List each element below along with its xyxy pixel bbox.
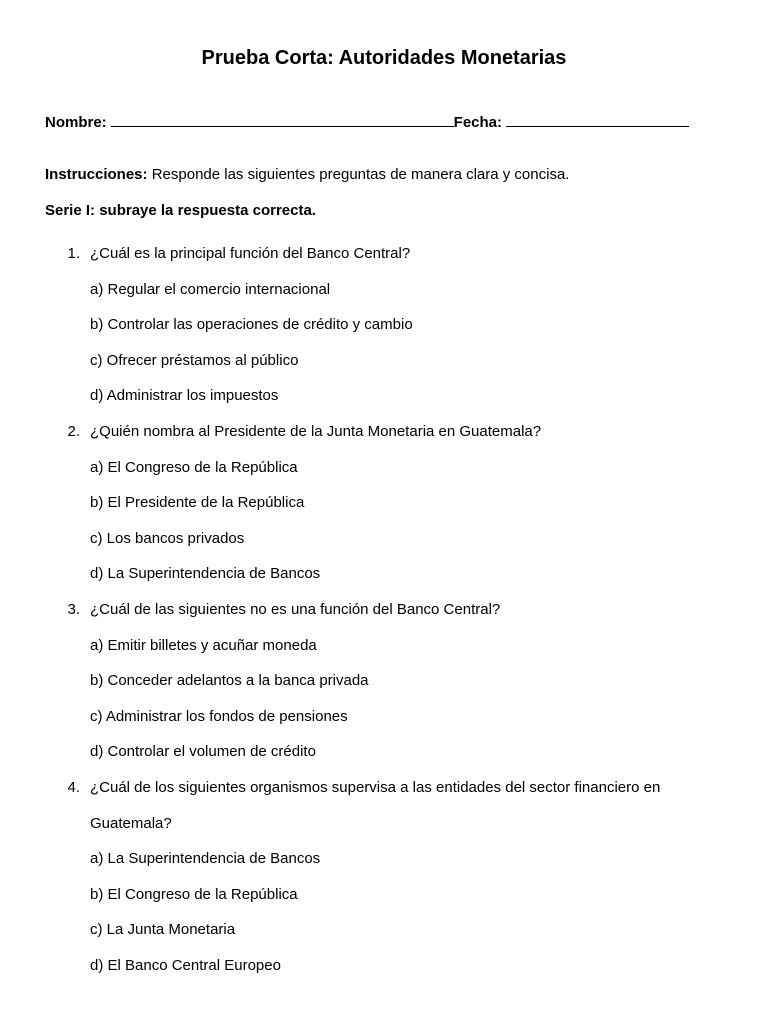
page-title: Prueba Corta: Autoridades Monetarias <box>201 47 567 69</box>
answer-option: b) El Presidente de la República <box>90 494 305 512</box>
answer-option: b) El Congreso de la República <box>90 885 298 903</box>
fecha-label: Fecha: <box>453 114 503 131</box>
fecha-blank <box>506 112 689 127</box>
answer-option: c) Administrar los fondos de pensiones <box>90 707 348 725</box>
instructions-text: Responde las siguientes preguntas de manera clara y concisa. <box>151 166 570 183</box>
instructions-label: Instrucciones: <box>45 166 148 183</box>
answer-option: b) Conceder adelantos a la banca privada <box>90 672 369 690</box>
question-2 <box>0 414 768 592</box>
question-number: 1. <box>67 245 80 262</box>
answer-option: c) Ofrecer préstamos al público <box>90 351 299 369</box>
answer-option: a) El Congreso de la República <box>90 458 298 476</box>
question-number: 2. <box>67 422 80 440</box>
question-text: ¿Cuál es la principal función del Banco Central? <box>90 245 411 262</box>
name-date-line <box>45 112 689 133</box>
question-text: ¿Cuál de las siguientes no es una función del Banco Central? <box>90 600 501 618</box>
answer-option: a) La Superintendencia de Bancos <box>90 850 321 868</box>
instructions <box>45 165 569 185</box>
question-3 <box>0 592 768 770</box>
answer-option: c) Los bancos privados <box>90 529 245 547</box>
serie-title: Serie I: subraye la respuesta correcta. <box>45 202 316 219</box>
answer-option: d) Controlar el volumen de crédito <box>90 743 316 761</box>
nombre-blank <box>111 112 454 127</box>
answer-option: c) La Junta Monetaria <box>90 921 236 939</box>
question-text: ¿Quién nombra al Presidente de la Junta Monetaria en Guatemala? <box>90 422 542 440</box>
question-1 <box>0 236 768 414</box>
answer-option: a) Regular el comercio internacional <box>90 280 331 298</box>
question-list <box>0 236 768 983</box>
answer-option: d) Administrar los impuestos <box>90 387 279 405</box>
answer-option: d) El Banco Central Europeo <box>90 956 281 974</box>
answer-option: a) Emitir billetes y acuñar moneda <box>90 636 317 654</box>
nombre-label: Nombre: <box>45 114 107 131</box>
question-number: 3. <box>67 600 80 618</box>
question-text: ¿Cuál de los siguientes organismos supervisa a las entidades del sector financiero en Guatemala? <box>90 778 661 832</box>
answer-option: b) Controlar las operaciones de crédito y cambio <box>90 316 413 334</box>
question-number: 4. <box>67 778 80 796</box>
question-4 <box>0 770 768 984</box>
answer-option: d) La Superintendencia de Bancos <box>90 565 321 583</box>
